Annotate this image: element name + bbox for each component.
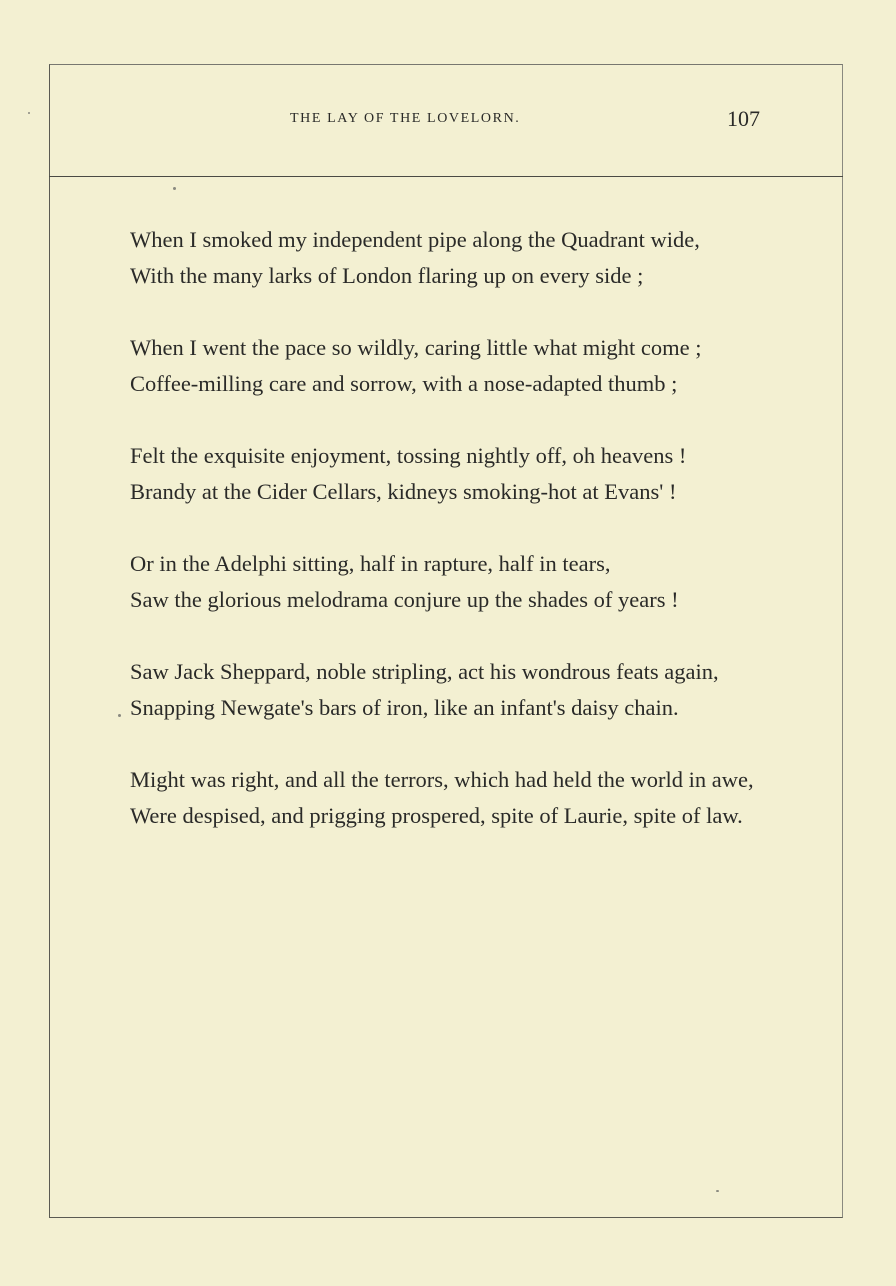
paper-speck (173, 187, 176, 190)
verse-line: Might was right, and all the terrors, which had held the world in awe, (130, 767, 754, 792)
verse-line: When I went the pace so wildly, caring little what might come ; (130, 335, 702, 360)
stanza (130, 438, 762, 510)
verse-line: Or in the Adelphi sitting, half in rapture, half in tears, (130, 551, 611, 576)
paper-speck (716, 1190, 719, 1192)
stanza (130, 762, 762, 834)
running-head: THE LAY OF THE LOVELORN. (290, 111, 521, 126)
stanza (130, 330, 762, 402)
stanza (130, 546, 762, 618)
verse-line: Felt the exquisite enjoyment, tossing nightly off, oh heavens ! (130, 443, 687, 468)
verse-line: Were despised, and prigging prospered, spite of Laurie, spite of law. (130, 803, 743, 828)
verse-line: Saw the glorious melodrama conjure up the shades of years ! (130, 587, 679, 612)
verse-line: With the many larks of London flaring up on every side ; (130, 263, 644, 288)
header-rule (49, 176, 843, 177)
verse-line: Brandy at the Cider Cellars, kidneys smoking-hot at Evans' ! (130, 479, 677, 504)
paper-speck (28, 112, 30, 114)
paper-speck (118, 714, 121, 717)
stanza (130, 222, 762, 294)
verse-line: Snapping Newgate's bars of iron, like an infant's daisy chain. (130, 695, 679, 720)
page-number: 107 (727, 106, 760, 131)
poem-body (130, 222, 762, 870)
verse-line: Saw Jack Sheppard, noble stripling, act his wondrous feats again, (130, 659, 719, 684)
stanza (130, 654, 762, 726)
verse-line: Coffee-milling care and sorrow, with a nose-adapted thumb ; (130, 371, 678, 396)
verse-line: When I smoked my independent pipe along the Quadrant wide, (130, 227, 700, 252)
